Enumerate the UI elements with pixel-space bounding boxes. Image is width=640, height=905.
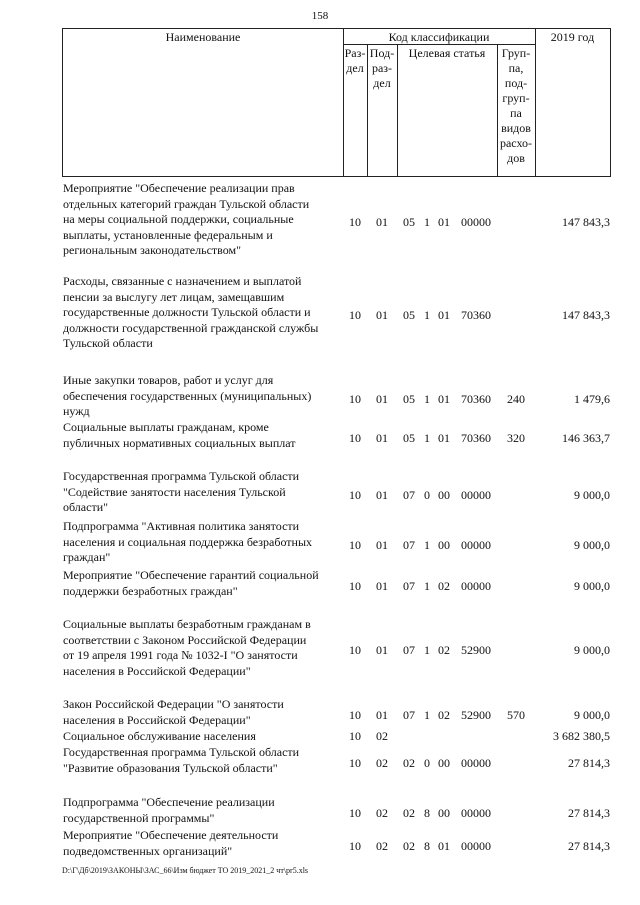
row-code-r: 10 (349, 729, 361, 743)
row-name-line: населения в Российской Федерации" (63, 663, 251, 678)
row-name-line: населения и социальная поддержка безработных (63, 534, 313, 549)
row-name-line: Расходы, связанные с назначением и выплатой (63, 274, 302, 288)
row-code-c3: 00 (438, 487, 450, 502)
row-code-c1: 05 (403, 430, 415, 445)
row-code-c1: 02 (403, 838, 415, 853)
row-name-line: Государственная программа Тульской области (63, 469, 300, 483)
year-column-header: 2019 год (550, 30, 595, 44)
row-code-c3: 01 (438, 308, 450, 323)
row-code-c2: 0 (424, 755, 430, 770)
row-name-line: Мероприятие "Обеспечение деятельности (63, 828, 279, 842)
row-name-line: региональным законодательством" (63, 243, 241, 258)
row-name-line: Социальные выплаты безработным гражданам в (63, 617, 311, 631)
row-name-line: на меры социальной поддержки, социальные (63, 212, 294, 227)
row-name-line: граждан" (63, 550, 111, 565)
row-code-c1: 02 (403, 805, 415, 820)
row-code-c4: 70360 (461, 430, 491, 445)
row-code-c2: 0 (424, 487, 430, 502)
row-code-c3: 00 (438, 805, 450, 820)
row-code-r: 10 (349, 838, 361, 853)
row-name (63, 745, 348, 776)
row-amount: 27 814,3 (568, 755, 610, 770)
row-code-c1: 07 (403, 643, 415, 658)
row-name (63, 568, 348, 599)
row-code-r: 10 (349, 643, 361, 658)
row-code-pr: 01 (376, 215, 388, 230)
row-code-r: 10 (349, 578, 361, 593)
row-amount: 27 814,3 (568, 805, 610, 820)
row-code-c4: 52900 (461, 707, 491, 722)
row-code-pr: 01 (376, 578, 388, 593)
row-code-c3: 01 (438, 391, 450, 406)
row-code-c3: 02 (438, 707, 450, 722)
row-name-line: "Содействие занятости населения Тульской (63, 484, 286, 499)
row-name-line: области" (63, 500, 109, 515)
row-name-line: подведомственных организаций" (63, 843, 233, 858)
row-name-line: Мероприятие "Обеспечение реализации прав (63, 181, 295, 195)
row-code-c4: 00000 (461, 805, 491, 820)
row-code-c4: 00000 (461, 487, 491, 502)
row-name-line: "Развитие образования Тульской области" (63, 760, 278, 775)
row-name-line: государственной программы" (63, 810, 215, 825)
row-name-line: должности государственной гражданской службы (63, 320, 319, 335)
row-amount: 147 843,3 (562, 215, 610, 230)
row-code-c1: 05 (403, 308, 415, 323)
row-code-c3: 02 (438, 643, 450, 658)
row-name (63, 420, 348, 451)
row-code-c1: 07 (403, 578, 415, 593)
row-name (63, 617, 348, 679)
page-number: 158 (311, 10, 329, 22)
row-name-line: Закон Российской Федерации "О занятости (63, 697, 284, 711)
row-name (63, 274, 348, 352)
row-name (63, 729, 348, 745)
row-name-line: отдельных категорий граждан Тульской области (63, 196, 310, 211)
row-code-c2: 1 (424, 643, 430, 658)
row-code-c3: 01 (438, 215, 450, 230)
row-code-g: 570 (507, 707, 525, 722)
row-code-c3: 00 (438, 755, 450, 770)
row-code-c1: 07 (403, 537, 415, 552)
row-name-line: обеспечения государственных (муниципальных) (63, 388, 312, 403)
row-code-c2: 1 (424, 215, 430, 230)
row-name-line: государственные должности Тульской области и (63, 305, 311, 320)
row-name (63, 519, 348, 566)
row-name (63, 697, 348, 728)
row-code-pr: 02 (376, 729, 388, 743)
row-name-line: Социальное обслуживание населения (63, 729, 256, 743)
row-code-pr: 01 (376, 707, 388, 722)
target-article-header: Целевая статья (408, 46, 486, 60)
row-code-c4: 52900 (461, 643, 491, 658)
row-code-pr: 01 (376, 308, 388, 323)
row-name-line: поддержки безработных граждан" (63, 583, 238, 598)
row-code-c4: 00000 (461, 215, 491, 230)
row-code-c1: 05 (403, 391, 415, 406)
row-name-line: Подпрограмма "Обеспечение реализации (63, 795, 275, 809)
row-amount: 9 000,0 (574, 707, 610, 722)
row-code-c2: 1 (424, 707, 430, 722)
row-code-r: 10 (349, 805, 361, 820)
expense-group-header: Груп- па, под- груп- па видов расхо- дов (499, 46, 533, 165)
row-name-line: нужд (63, 404, 90, 419)
row-code-c2: 8 (424, 838, 430, 853)
row-code-c1: 07 (403, 707, 415, 722)
row-code-c2: 8 (424, 805, 430, 820)
row-code-c3: 00 (438, 537, 450, 552)
row-code-c4: 70360 (461, 308, 491, 323)
row-name-line: Подпрограмма "Активная политика занятости (63, 519, 300, 533)
row-code-c1: 05 (403, 215, 415, 230)
row-code-r: 10 (349, 430, 361, 445)
row-name-line: Иные закупки товаров, работ и услуг для (63, 373, 274, 387)
row-name-line: пенсии за выслугу лет лицам, замещавшим (63, 289, 285, 304)
row-name-line: Государственная программа Тульской области (63, 745, 300, 759)
row-code-c4: 00000 (461, 755, 491, 770)
row-code-pr: 02 (376, 805, 388, 820)
row-code-c2: 1 (424, 537, 430, 552)
row-amount: 147 843,3 (562, 308, 610, 323)
row-code-r: 10 (349, 707, 361, 722)
row-name-line: публичных нормативных социальных выплат (63, 435, 296, 450)
row-name-line: населения в Российской Федерации" (63, 712, 251, 727)
row-amount: 9 000,0 (574, 487, 610, 502)
row-code-r: 10 (349, 215, 361, 230)
row-code-pr: 01 (376, 643, 388, 658)
row-code-c4: 70360 (461, 391, 491, 406)
row-name-line: от 19 апреля 1991 года № 1032-I "О занятости (63, 648, 298, 663)
row-code-r: 10 (349, 308, 361, 323)
row-code-g: 240 (507, 391, 525, 406)
row-code-r: 10 (349, 391, 361, 406)
row-name (63, 181, 348, 259)
row-code-c4: 00000 (461, 838, 491, 853)
row-code-g: 320 (507, 430, 525, 445)
file-path-footer: D:\Г\Дб\2019\ЗАКОНЫ\ЗАС_66\Изм бюджет ТО 2019_2021_2 чт\pr5.xls (62, 866, 309, 875)
row-amount: 9 000,0 (574, 537, 610, 552)
row-code-pr: 01 (376, 430, 388, 445)
name-column-header: Наименование (165, 30, 241, 44)
row-code-c1: 07 (403, 487, 415, 502)
razdel-header: Раз- дел (344, 46, 366, 75)
row-code-c2: 1 (424, 430, 430, 445)
row-name-line: Тульской области (63, 336, 153, 351)
row-code-pr: 02 (376, 755, 388, 770)
row-code-c3: 02 (438, 578, 450, 593)
row-name (63, 469, 348, 516)
row-name-line: выплаты, установленные федеральным и (63, 227, 273, 242)
row-code-c2: 1 (424, 391, 430, 406)
row-code-pr: 02 (376, 838, 388, 853)
row-code-c4: 00000 (461, 537, 491, 552)
row-name (63, 828, 348, 859)
row-name-line: соответствии с Законом Российской Федерации (63, 632, 307, 647)
row-amount: 146 363,7 (562, 430, 610, 445)
row-code-pr: 01 (376, 487, 388, 502)
row-name (63, 373, 348, 420)
row-code-r: 10 (349, 487, 361, 502)
row-code-c2: 1 (424, 308, 430, 323)
row-code-pr: 01 (376, 537, 388, 552)
row-code-r: 10 (349, 755, 361, 770)
row-amount: 9 000,0 (574, 578, 610, 593)
row-amount: 27 814,3 (568, 838, 610, 853)
podrazdel-header: Под- раз- дел (369, 46, 395, 90)
row-code-c2: 1 (424, 578, 430, 593)
row-code-c1: 02 (403, 755, 415, 770)
row-code-pr: 01 (376, 391, 388, 406)
row-code-c3: 01 (438, 838, 450, 853)
row-name-line: Мероприятие "Обеспечение гарантий социальной (63, 568, 319, 582)
row-amount: 9 000,0 (574, 643, 610, 658)
row-code-c4: 00000 (461, 578, 491, 593)
row-code-r: 10 (349, 537, 361, 552)
row-code-c3: 01 (438, 430, 450, 445)
row-amount: 1 479,6 (574, 391, 610, 406)
row-amount: 3 682 380,5 (553, 729, 610, 743)
classification-code-header: Код классификации (388, 30, 490, 44)
row-name (63, 795, 348, 826)
row-name-line: Социальные выплаты гражданам, кроме (63, 420, 269, 434)
